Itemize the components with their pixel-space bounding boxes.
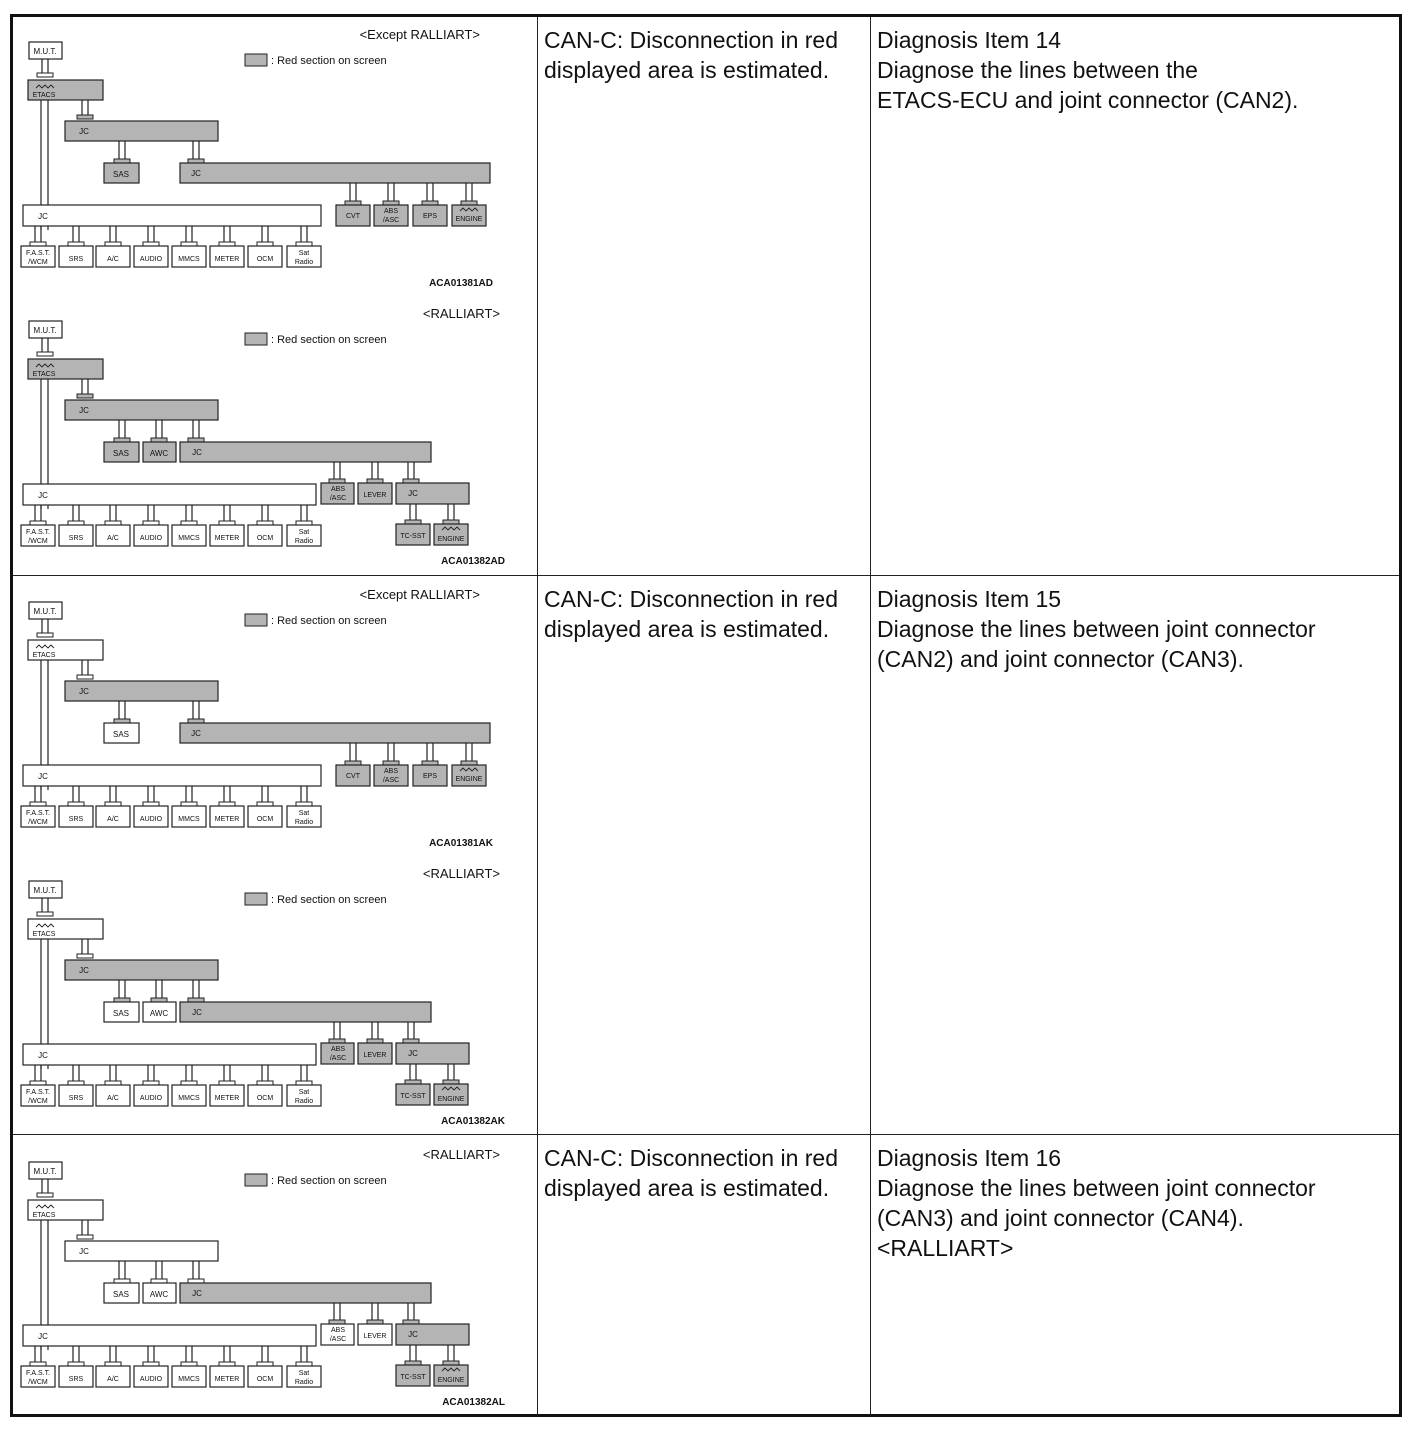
fast-label: F.A.S.T.	[25, 250, 51, 257]
awc-label: AWC	[149, 1009, 169, 1018]
connector-cap	[151, 438, 167, 442]
sat-label: Radio	[294, 1379, 314, 1386]
item-line: Diagnose the lines between joint connector	[877, 1175, 1316, 1201]
etacs-label: ETACS	[32, 652, 56, 659]
figure-code: ACA01381AD	[429, 278, 493, 289]
item-line: (CAN2) and joint connector (CAN3).	[877, 646, 1244, 672]
ac-label: A/C	[107, 1095, 119, 1102]
item-line: (CAN3) and joint connector (CAN4).	[877, 1205, 1244, 1231]
row-15-description	[877, 584, 1397, 674]
etacs-label: ETACS	[32, 931, 56, 938]
jc-box	[23, 484, 316, 505]
connector-cap	[77, 1235, 93, 1239]
connector-cap	[114, 438, 130, 442]
jc-label: JC	[79, 1247, 89, 1256]
mmcs-label: MMCS	[178, 1376, 200, 1383]
legend-swatch	[245, 1174, 267, 1186]
can-diagram	[0, 839, 520, 1129]
status-line: CAN-C: Disconnection in red	[544, 586, 839, 612]
legend-text: : Red section on screen	[271, 55, 387, 67]
lever-label: LEVER	[363, 1333, 387, 1340]
audio-label: AUDIO	[139, 535, 163, 542]
legend-swatch	[245, 893, 267, 905]
eps-label: EPS	[422, 773, 438, 780]
jc-label: JC	[79, 406, 89, 415]
legend-text: : Red section on screen	[271, 894, 387, 906]
sat-label: Sat	[298, 529, 310, 536]
jc-label: JC	[408, 1049, 418, 1058]
can-diagram	[0, 560, 520, 850]
legend-text: : Red section on screen	[271, 615, 387, 627]
srs-label: SRS	[68, 1095, 84, 1102]
meter-label: METER	[214, 816, 240, 823]
sat-label: Sat	[298, 1089, 310, 1096]
jc-label: JC	[191, 169, 201, 178]
connector-cap	[367, 479, 383, 483]
figure-code: ACA01382AD	[441, 556, 505, 567]
etacs-label: ETACS	[32, 371, 56, 378]
audio-label: AUDIO	[139, 1095, 163, 1102]
row-16-status	[544, 1143, 874, 1203]
connector-cap	[37, 1193, 53, 1197]
row-15-status	[544, 584, 874, 644]
ocm-label: OCM	[256, 1095, 274, 1102]
diagram-variant-label: <Except RALLIART>	[359, 587, 480, 602]
fast-label: /WCM	[28, 1098, 48, 1105]
can-diagram	[0, 0, 520, 290]
sat-label: Radio	[294, 259, 314, 266]
abs-label: ABS	[383, 768, 399, 775]
mut-label: M.U.T.	[33, 1167, 57, 1176]
ac-label: A/C	[107, 256, 119, 263]
legend-text: : Red section on screen	[271, 1175, 387, 1187]
diagram-variant-label: <RALLIART>	[422, 866, 500, 881]
meter-label: METER	[214, 1095, 240, 1102]
row-16-description	[877, 1143, 1397, 1263]
audio-label: AUDIO	[139, 1376, 163, 1383]
legend-text: : Red section on screen	[271, 334, 387, 346]
engine-label: ENGINE	[437, 1377, 465, 1384]
awc-label: AWC	[149, 449, 169, 458]
fast-label: F.A.S.T.	[25, 529, 51, 536]
jc-label: JC	[79, 127, 89, 136]
srs-label: SRS	[68, 816, 84, 823]
fast-label: /WCM	[28, 259, 48, 266]
jc-label: JC	[38, 1332, 48, 1341]
jc-label: JC	[192, 1289, 202, 1298]
connector-cap	[77, 954, 93, 958]
ocm-label: OCM	[256, 816, 274, 823]
jc-box	[180, 1283, 431, 1303]
jc-box	[396, 1043, 469, 1064]
jc-box	[396, 483, 469, 504]
fast-label: F.A.S.T.	[25, 1370, 51, 1377]
mmcs-label: MMCS	[178, 256, 200, 263]
meter-label: METER	[214, 1376, 240, 1383]
jc-label: JC	[79, 687, 89, 696]
fast-label: /WCM	[28, 1379, 48, 1386]
abs-label: /ASC	[382, 217, 400, 224]
row-14-description	[877, 25, 1397, 115]
abs-label: /ASC	[329, 495, 347, 502]
jc-label: JC	[192, 448, 202, 457]
jc-box	[180, 442, 431, 462]
sat-label: Sat	[298, 1370, 310, 1377]
etacs-label: ETACS	[32, 92, 56, 99]
connector-cap	[188, 159, 204, 163]
column-divider	[870, 17, 871, 1414]
item-title: Diagnosis Item 14	[877, 27, 1062, 53]
mmcs-label: MMCS	[178, 535, 200, 542]
connector-cap	[188, 438, 204, 442]
status-line: displayed area is estimated.	[544, 616, 830, 642]
mmcs-label: MMCS	[178, 1095, 200, 1102]
connector-cap	[422, 201, 438, 205]
jc-box	[23, 205, 321, 226]
fast-label: F.A.S.T.	[25, 1089, 51, 1096]
diagram-variant-label: <Except RALLIART>	[359, 27, 480, 42]
sat-label: Sat	[298, 250, 310, 257]
sas-label: SAS	[112, 449, 130, 458]
status-line: CAN-C: Disconnection in red	[544, 27, 839, 53]
abs-label: /ASC	[329, 1055, 347, 1062]
sas-label: SAS	[112, 170, 130, 179]
diagram-variant-label: <RALLIART>	[422, 306, 500, 321]
engine-label: ENGINE	[455, 216, 483, 223]
legend-swatch	[245, 54, 267, 66]
srs-label: SRS	[68, 1376, 84, 1383]
audio-label: AUDIO	[139, 816, 163, 823]
connector-cap	[105, 242, 121, 246]
cvt-label: CVT	[346, 773, 360, 780]
figure-code: ACA01381AK	[429, 838, 493, 849]
lever-label: LEVER	[363, 1052, 387, 1059]
connector-cap	[296, 242, 312, 246]
status-line: displayed area is estimated.	[544, 57, 830, 83]
jc-box	[180, 163, 490, 183]
jc-box	[23, 765, 321, 786]
connector-cap	[181, 242, 197, 246]
engine-label: ENGINE	[455, 776, 483, 783]
sas-label: SAS	[112, 1290, 130, 1299]
abs-label: ABS	[330, 1327, 346, 1334]
jc-box	[23, 1044, 316, 1065]
item-line: ETACS-ECU and joint connector (CAN2).	[877, 87, 1299, 113]
sat-label: Radio	[294, 538, 314, 545]
lever-label: LEVER	[363, 492, 387, 499]
jc-box	[396, 1324, 469, 1345]
cvt-label: CVT	[346, 213, 360, 220]
etacs-label: ETACS	[32, 1212, 56, 1219]
connector-cap	[77, 394, 93, 398]
fast-label: /WCM	[28, 538, 48, 545]
sat-label: Radio	[294, 819, 314, 826]
mut-label: M.U.T.	[33, 886, 57, 895]
connector-cap	[77, 115, 93, 119]
diagram-variant-label: <RALLIART>	[422, 1147, 500, 1162]
can-diagram	[0, 279, 520, 569]
row-14-status	[544, 25, 874, 85]
item-title: Diagnosis Item 16	[877, 1145, 1062, 1171]
connector-cap	[383, 201, 399, 205]
connector-cap	[68, 242, 84, 246]
connector-cap	[329, 479, 345, 483]
tcsst-label: TC-SST	[400, 1093, 426, 1100]
fast-label: F.A.S.T.	[25, 810, 51, 817]
legend-swatch	[245, 614, 267, 626]
sat-label: Sat	[298, 810, 310, 817]
connector-cap	[219, 242, 235, 246]
connector-cap	[461, 201, 477, 205]
abs-label: /ASC	[329, 1336, 347, 1343]
tcsst-label: TC-SST	[400, 1374, 426, 1381]
connector-cap	[257, 242, 273, 246]
connector-cap	[345, 201, 361, 205]
item-title: Diagnosis Item 15	[877, 586, 1062, 612]
awc-label: AWC	[149, 1290, 169, 1299]
jc-label: JC	[38, 212, 48, 221]
ac-label: A/C	[107, 535, 119, 542]
meter-label: METER	[214, 256, 240, 263]
sat-label: Radio	[294, 1098, 314, 1105]
sas-label: SAS	[112, 1009, 130, 1018]
srs-label: SRS	[68, 256, 84, 263]
abs-label: ABS	[330, 486, 346, 493]
tcsst-label: TC-SST	[400, 533, 426, 540]
connector-cap	[37, 352, 53, 356]
connector-cap	[37, 633, 53, 637]
can-diagram	[0, 1120, 520, 1410]
connector-cap	[37, 912, 53, 916]
jc-label: JC	[408, 1330, 418, 1339]
ocm-label: OCM	[256, 535, 274, 542]
fast-label: /WCM	[28, 819, 48, 826]
connector-cap	[114, 159, 130, 163]
jc-box	[23, 1325, 316, 1346]
ocm-label: OCM	[256, 256, 274, 263]
item-line: Diagnose the lines between the	[877, 57, 1198, 83]
engine-label: ENGINE	[437, 1096, 465, 1103]
figure-code: ACA01382AL	[442, 1397, 505, 1408]
jc-label: JC	[408, 489, 418, 498]
srs-label: SRS	[68, 535, 84, 542]
jc-label: JC	[38, 1051, 48, 1060]
meter-label: METER	[214, 535, 240, 542]
jc-label: JC	[79, 966, 89, 975]
connector-cap	[30, 242, 46, 246]
sas-label: SAS	[112, 730, 130, 739]
eps-label: EPS	[422, 213, 438, 220]
mut-label: M.U.T.	[33, 47, 57, 56]
mut-label: M.U.T.	[33, 326, 57, 335]
status-line: displayed area is estimated.	[544, 1175, 830, 1201]
jc-label: JC	[38, 772, 48, 781]
ac-label: A/C	[107, 1376, 119, 1383]
abs-label: ABS	[330, 1046, 346, 1053]
item-line: <RALLIART>	[877, 1235, 1014, 1261]
jc-label: JC	[192, 1008, 202, 1017]
connector-cap	[143, 242, 159, 246]
jc-label: JC	[191, 729, 201, 738]
jc-label: JC	[38, 491, 48, 500]
status-line: CAN-C: Disconnection in red	[544, 1145, 839, 1171]
ac-label: A/C	[107, 816, 119, 823]
mut-label: M.U.T.	[33, 607, 57, 616]
engine-label: ENGINE	[437, 536, 465, 543]
figure-code: ACA01382AK	[441, 1116, 505, 1127]
column-divider	[537, 17, 538, 1414]
legend-swatch	[245, 333, 267, 345]
abs-label: /ASC	[382, 777, 400, 784]
connector-cap	[37, 73, 53, 77]
connector-cap	[77, 675, 93, 679]
ocm-label: OCM	[256, 1376, 274, 1383]
jc-box	[180, 723, 490, 743]
audio-label: AUDIO	[139, 256, 163, 263]
mmcs-label: MMCS	[178, 816, 200, 823]
connector-cap	[403, 479, 419, 483]
item-line: Diagnose the lines between joint connector	[877, 616, 1316, 642]
jc-box	[180, 1002, 431, 1022]
abs-label: ABS	[383, 208, 399, 215]
